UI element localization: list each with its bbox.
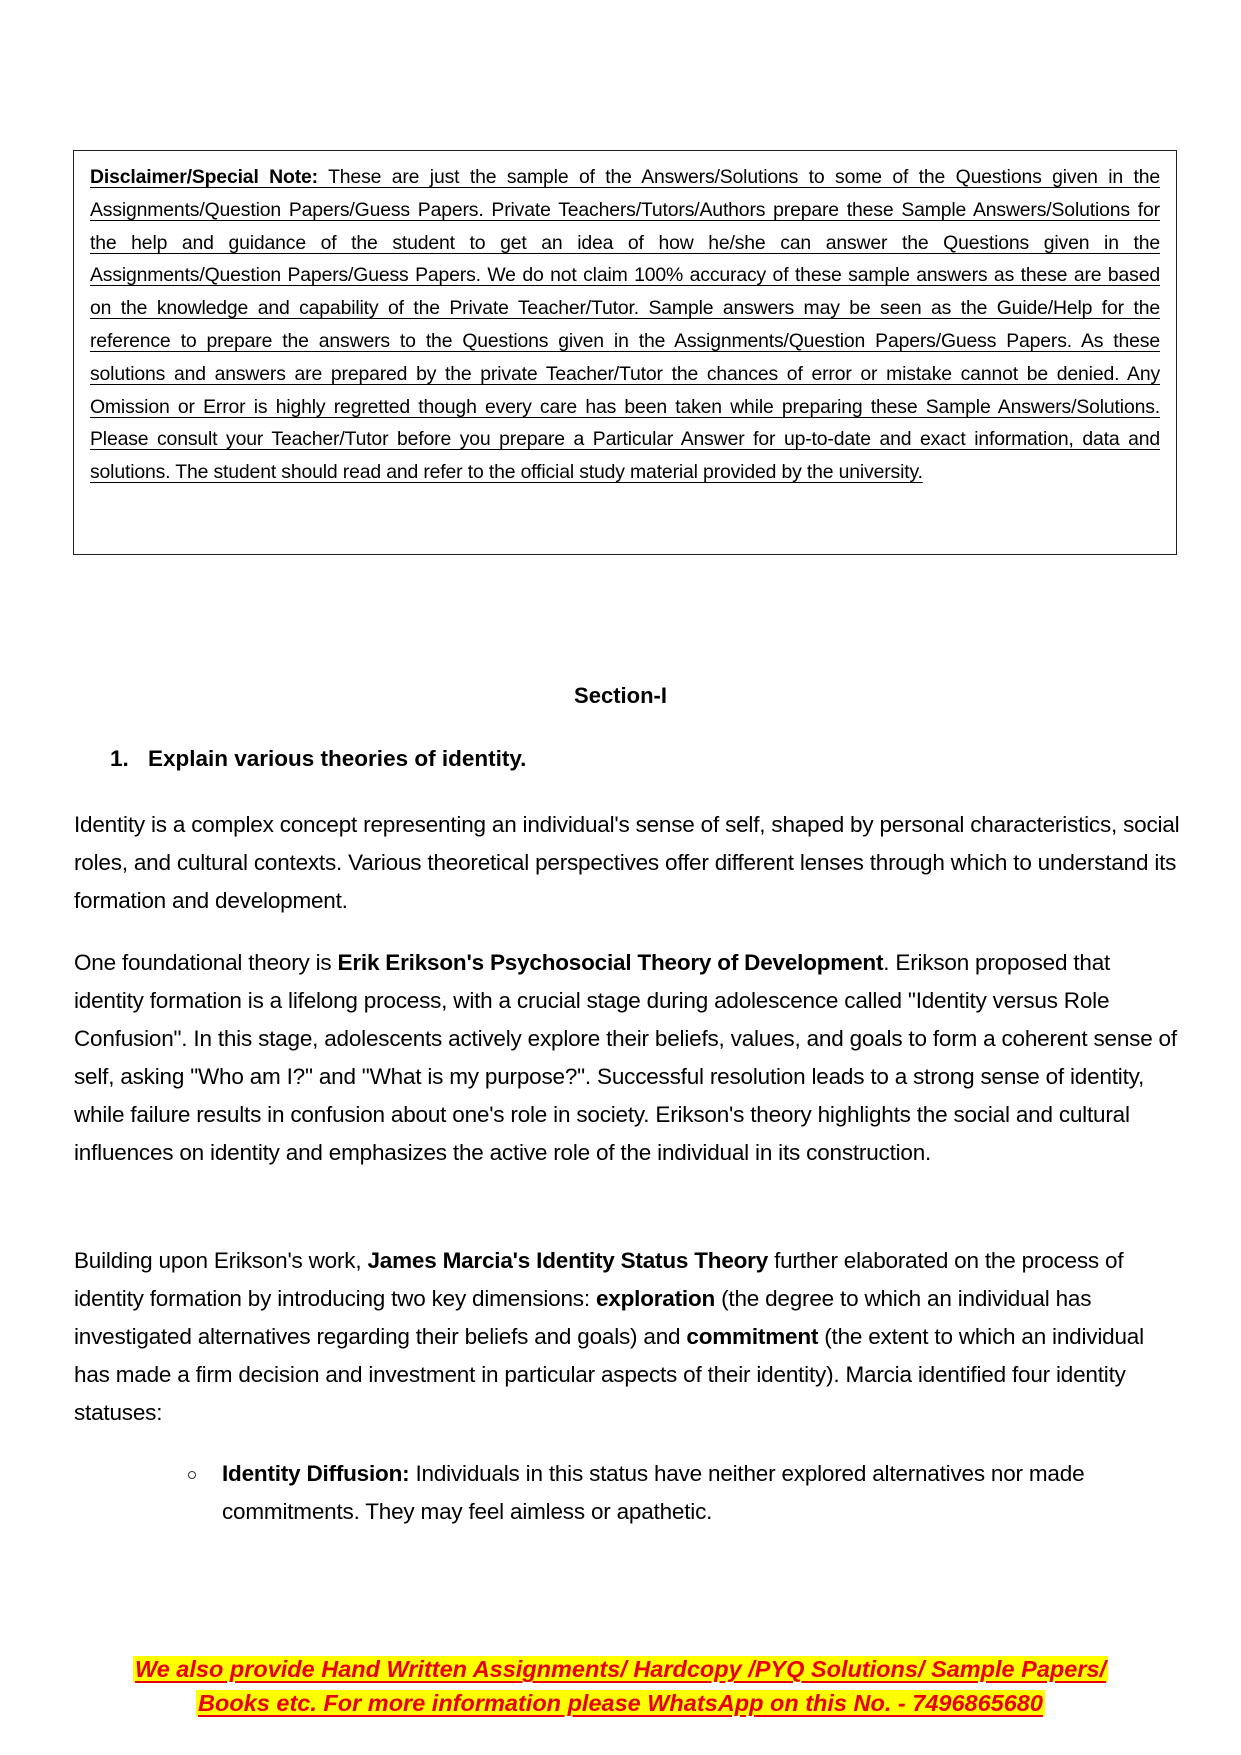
section-title: Section-I [574,683,667,708]
disclaimer-body: These are just the sample of the Answers/Solutions to some of the Questions given in the Assignments/Question Papers/Guess Papers. Private Teachers/Tutors/Authors prepare these Sample Answers/Solutions for the help and guidance of the student to get an idea of how he/she can answer the Questions given in the Assignments/Question Papers/Guess Papers. We do not claim 100% accuracy of these sample answers as these are based on the knowledge and capability of the Private Teacher/Tutor. Sample answers may be seen as the Guide/Help for the reference to prepare the answers to the Questions given in the Assignments/Question Papers/Guess Papers. As these solutions and answers are prepared by the private Teacher/Tutor the chances of error or mistake cannot be denied. Any Omission or Error is highly regretted though every care has been taken while preparing these Sample Answers/Solutions. Please consult your Teacher/Tutor before you prepare a Particular Answer for up-to-date and exact information, data and solutions. The student should read and refer to the official study material provided by the university. [90,166,1160,484]
text-run: One foundational theory is [74,950,338,975]
list-item [222,1455,1172,1531]
text-run: . Erikson proposed that identity formation is a lifelong process, with a crucial stage during adolescence called "Identity versus Role Confusion". In this stage, adolescents actively explore their beliefs, values, and goals to form a coherent sense of self, asking "Who am I?" and "What is my purpose?". Successful resolution leads to a strong sense of identity, while failure results in confusion about one's role in society. Erikson's theory highlights the social and cultural influences on identity and emphasizes the active role of the individual in its construction. [74,950,1177,1165]
term-exploration: exploration [595,1286,716,1311]
bullet-term: Identity Diffusion: [222,1461,410,1486]
promo-banner [0,1652,1241,1720]
theory-name-marcia: James Marcia's Identity Status Theory [367,1248,769,1273]
question-text: Explain various theories of identity. [148,746,527,771]
paragraph-erikson [74,944,1184,1172]
promo-line-2: Books etc. For more information please WhatsApp on this No. - 7496865680 [198,1690,1043,1716]
question-heading [110,746,526,772]
term-commitment: commitment [686,1324,819,1349]
hollow-bullet-icon [188,1471,196,1479]
text-run: Building upon Erikson's work, [74,1248,368,1273]
text-run: (the extent to which an individual has made a firm decision and investment in particular aspects of their identity). Marcia identified four identity statuses: [74,1324,1144,1425]
text-run: further elaborated on the process of identity formation by introducing two key dimensions: [74,1248,1124,1311]
bullet-text: Individuals in this status have neither explored alternatives nor made commitments. They may feel aimless or apathetic. [222,1461,1085,1524]
paragraph-marcia [74,1242,1184,1432]
disclaimer-box [73,150,1177,555]
text-run: (the degree to which an individual has investigated alternatives regarding their beliefs and goals) and [74,1286,1092,1349]
theory-name-erikson: Erik Erikson's Psychosocial Theory of Development [337,950,884,975]
paragraph-intro: Identity is a complex concept representing an individual's sense of self, shaped by personal characteristics, social roles, and cultural contexts. Various theoretical perspectives offer different lenses through which to understand its formation and development. [74,812,1180,913]
disclaimer-text [90,161,1160,489]
question-number: 1. [110,746,129,771]
promo-line-1: We also provide Hand Written Assignments/ Hardcopy /PYQ Solutions/ Sample Papers/ [134,1656,1107,1682]
disclaimer-label: Disclaimer/Special Note: [90,166,318,188]
